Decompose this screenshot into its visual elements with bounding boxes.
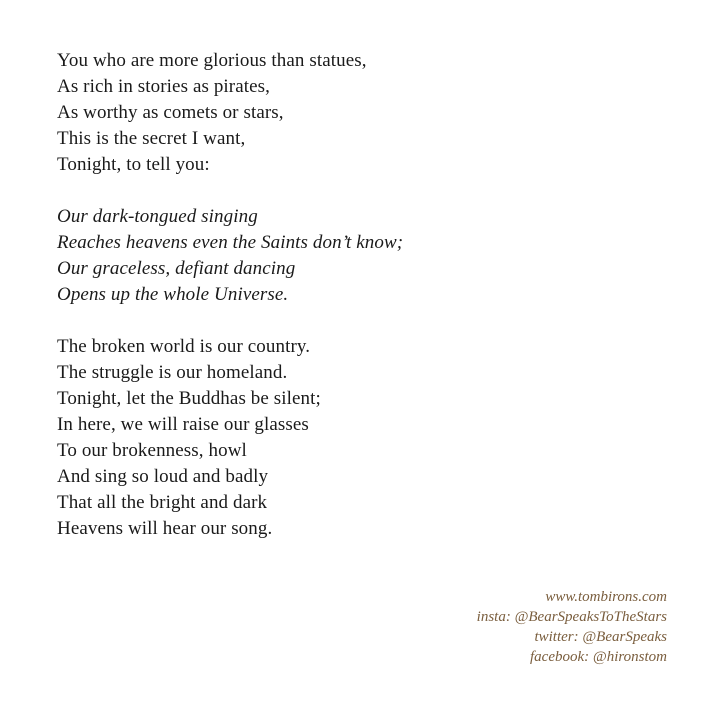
- poem-line: Opens up the whole Universe.: [57, 284, 289, 305]
- poem-line: This is the secret I want,: [57, 128, 246, 149]
- facebook-handle: facebook: @hironstom: [530, 649, 667, 665]
- poem-line: As worthy as comets or stars,: [57, 102, 284, 123]
- poem-line: Heavens will hear our song.: [57, 518, 273, 539]
- instagram-handle: insta: @BearSpeaksToTheStars: [476, 609, 667, 625]
- stanza-2: [57, 204, 477, 308]
- poem-line: And sing so loud and badly: [57, 466, 269, 487]
- poem-line: As rich in stories as pirates,: [57, 76, 271, 97]
- stanza-1: [57, 48, 477, 178]
- poem-line: To our brokenness, howl: [57, 440, 247, 461]
- poem-line: In here, we will raise our glasses: [57, 414, 309, 435]
- poem-line: Reaches heavens even the Saints don’t know;: [57, 232, 404, 253]
- author-credits: [477, 587, 667, 667]
- poem-line: Our graceless, defiant dancing: [57, 258, 296, 279]
- twitter-handle: twitter: @BearSpeaks: [534, 629, 667, 645]
- poem-line: The struggle is our homeland.: [57, 362, 288, 383]
- poem-line: You who are more glorious than statues,: [57, 50, 367, 71]
- poem-line: That all the bright and dark: [57, 492, 268, 513]
- poem-line: Our dark-tongued singing: [57, 206, 258, 227]
- poem-line: Tonight, let the Buddhas be silent;: [57, 388, 321, 409]
- poem-line: The broken world is our country.: [57, 336, 311, 357]
- stanza-3: [57, 334, 477, 542]
- poem: [57, 48, 477, 542]
- website-link[interactable]: www.tombirons.com: [545, 589, 667, 605]
- poem-line: Tonight, to tell you:: [57, 154, 210, 175]
